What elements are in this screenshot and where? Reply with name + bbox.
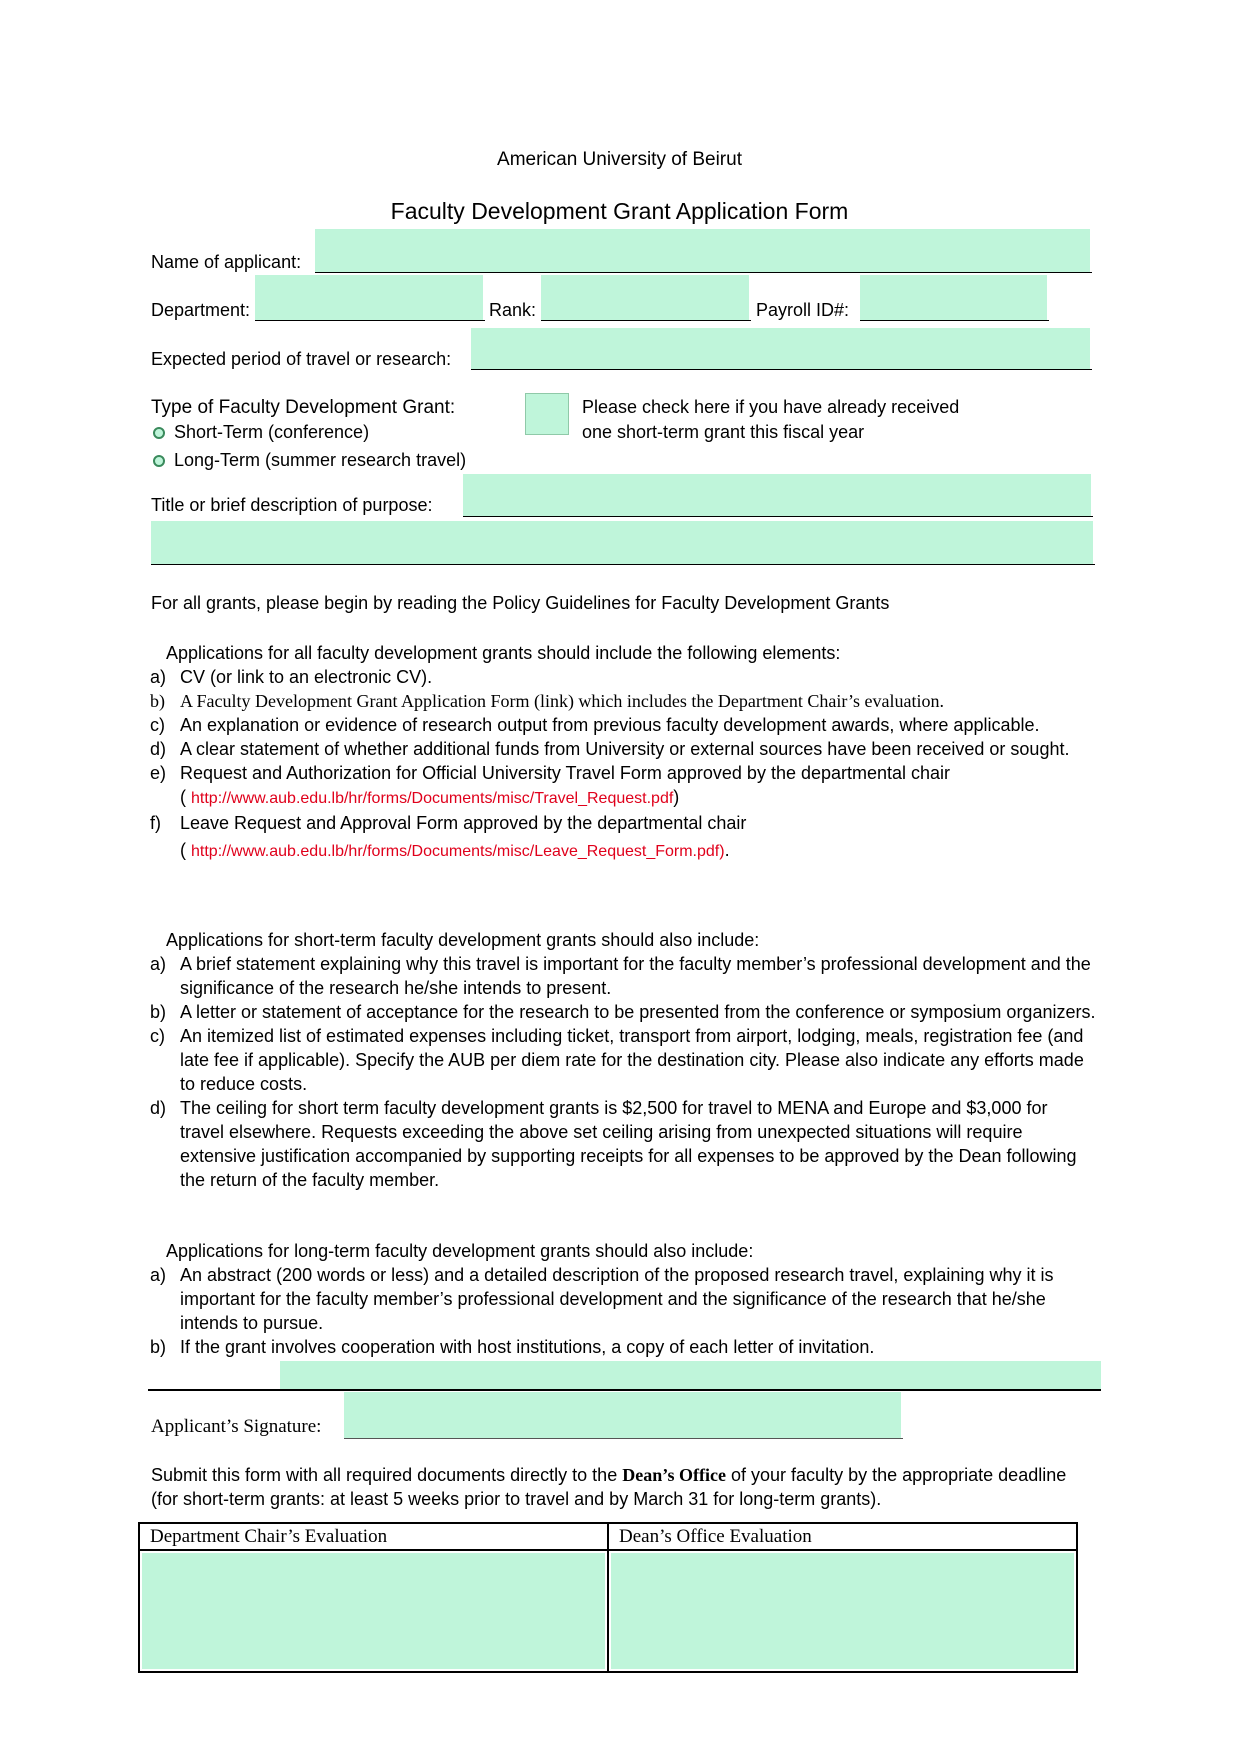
intro-text: For all grants, please begin by reading the Policy Guidelines for Faculty Development Grants xyxy=(151,593,890,613)
list-item: b) A Faculty Development Grant Application Form (link) which includes the Department Chair’s evaluation. xyxy=(150,691,944,711)
chair-evaluation-cell xyxy=(139,1550,608,1672)
list-item: d) The ceiling for short term faculty development grants is $2,500 for travel to MENA and Europe and $3,000 for travel elsewhere. Requests exceeding the above set ceiling arising from unexpected situations will require extensive justification accompanied by supporting receipts for all expenses to be approved by the Dean following the return of the faculty member. xyxy=(150,1098,1077,1190)
all-grants-section xyxy=(150,641,1096,867)
leave-request-link[interactable]: http://www.aub.edu.lb/hr/forms/Documents/misc/Leave_Request_Form.pdf) xyxy=(191,843,725,860)
submit-note: Submit this form with all required documents directly to the Dean’s Office of your faculty by the appropriate deadline (for short-term grants: at least 5 weeks prior to travel and by March 31 for long-term grants). xyxy=(151,1465,1067,1509)
payroll-label: Payroll ID#: xyxy=(756,300,850,320)
name-input[interactable] xyxy=(315,229,1090,272)
name-underline xyxy=(315,272,1092,273)
list-item: a) An abstract (200 words or less) and a detailed description of the proposed research travel, explaining why it is important for the faculty member’s professional development and the significance of the research that he/she intends to pursue. xyxy=(150,1265,1054,1333)
period-input[interactable] xyxy=(471,328,1090,369)
list-item: d) A clear statement of whether additional funds from University or external sources have been received or sought. xyxy=(150,739,1070,759)
title-underline xyxy=(463,516,1093,517)
prior-grant-checkbox[interactable] xyxy=(525,393,569,435)
name-label: Name of applicant: xyxy=(151,252,302,272)
grant-type-label: Type of Faculty Development Grant: xyxy=(151,397,456,418)
list-item: a) A brief statement explaining why this travel is important for the faculty member’s professional development and the significance of the research he/she intends to present. xyxy=(150,954,1091,998)
purpose-input[interactable] xyxy=(151,521,1093,564)
list-item: e) Request and Authorization for Official University Travel Form approved by the departmental chair ( http://www.aub.edu.lb/hr/forms/Documents/misc/Travel_Request.pdf) xyxy=(150,763,951,807)
check-note-line2: one short-term grant this fiscal year xyxy=(582,422,865,442)
signature-underline xyxy=(344,1438,903,1439)
short-term-section xyxy=(150,928,1096,1192)
title-label: Title or brief description of purpose: xyxy=(151,495,433,515)
payroll-input[interactable] xyxy=(860,275,1047,320)
purpose-underline xyxy=(151,564,1095,565)
signature-input[interactable] xyxy=(344,1392,901,1438)
dean-evaluation-input[interactable] xyxy=(611,1553,1074,1669)
long-term-radio[interactable] xyxy=(153,455,165,467)
title-input[interactable] xyxy=(463,474,1091,516)
list-item: a) CV (or link to an electronic CV). xyxy=(150,667,433,687)
department-underline xyxy=(255,320,485,321)
travel-request-link[interactable]: http://www.aub.edu.lb/hr/forms/Documents/misc/Travel_Request.pdf xyxy=(191,790,674,807)
rank-input[interactable] xyxy=(541,275,749,320)
deans-office-emphasis: Dean’s Office xyxy=(622,1465,727,1485)
long-term-label: Long-Term (summer research travel) xyxy=(174,450,467,470)
university-name: American University of Beirut xyxy=(497,149,742,170)
rank-label: Rank: xyxy=(489,300,537,320)
list-item: f) Leave Request and Approval Form approved by the departmental chair ( http://www.aub.edu.lb/hr/forms/Documents/misc/Leave_Request_Form.pdf). xyxy=(150,813,747,860)
form-title: Faculty Development Grant Application Form xyxy=(390,198,849,224)
short-term-radio[interactable] xyxy=(153,427,165,439)
long-term-section xyxy=(150,1239,1096,1359)
period-label: Expected period of travel or research: xyxy=(151,349,452,369)
chair-evaluation-input[interactable] xyxy=(142,1553,605,1669)
list-item: b) A letter or statement of acceptance for the research to be presented from the conference or symposium organizers. xyxy=(150,1002,1096,1022)
evaluation-table xyxy=(138,1522,1078,1673)
department-label: Department: xyxy=(151,300,251,320)
chair-evaluation-header: Department Chair’s Evaluation xyxy=(139,1523,608,1550)
check-note-line1: Please check here if you have already received xyxy=(582,397,960,417)
long-term-heading: Applications for long-term faculty development grants should also include: xyxy=(166,1241,754,1261)
rank-underline xyxy=(541,320,751,321)
section-divider xyxy=(148,1389,1101,1391)
list-item: b) If the grant involves cooperation with host institutions, a copy of each letter of invitation. xyxy=(150,1337,875,1357)
short-term-heading: Applications for short-term faculty development grants should also include: xyxy=(166,930,760,950)
dean-evaluation-header: Dean’s Office Evaluation xyxy=(608,1523,1077,1550)
extra-input-band[interactable] xyxy=(280,1361,1101,1389)
short-term-label: Short-Term (conference) xyxy=(174,422,370,442)
list-item: c) An itemized list of estimated expenses including ticket, transport from airport, lodging, meals, registration fee (and late fee if applicable). Specify the AUB per diem rate for the destination city. Please also indicate any efforts made to reduce costs. xyxy=(150,1026,1084,1094)
payroll-underline xyxy=(860,320,1049,321)
signature-label: Applicant’s Signature: xyxy=(151,1416,322,1437)
department-input[interactable] xyxy=(255,275,483,320)
dean-evaluation-cell xyxy=(608,1550,1077,1672)
list-item: c) An explanation or evidence of research output from previous faculty development awards, where applicable. xyxy=(150,715,1040,735)
all-grants-heading: Applications for all faculty development grants should include the following elements: xyxy=(166,643,841,663)
period-underline xyxy=(471,369,1092,370)
